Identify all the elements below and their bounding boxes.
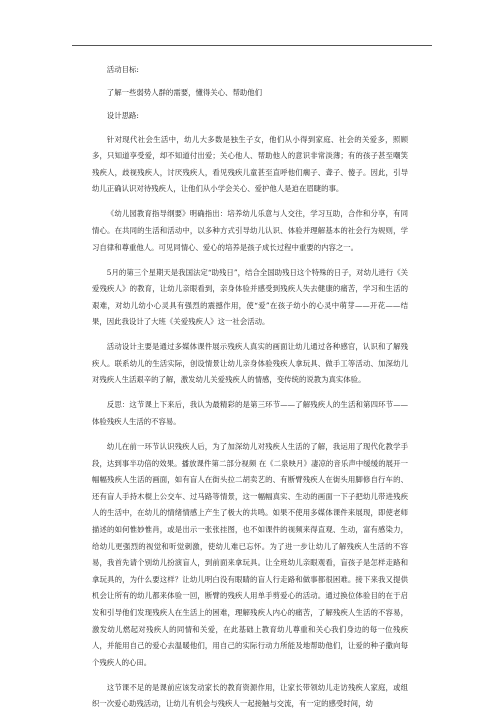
- paragraph-3: 5月的第三个星期天是我国法定“助残日”，结合全国助残日这个特殊的日子，对幼儿进行《关爱残疾人》的教育，让幼儿亲眼看到，亲身体验并感受到残疾人失去健康的痛苦，学习和生活的艰难，对幼儿幼小心灵具有强烈的震撼作用，使“爱”在孩子幼小的心灵中萌芽——开花——结果，因此我设计了大班《关爱残疾人》这一社会活动。: [92, 267, 408, 327]
- paragraph-6: 幼儿在前一环节认识残疾人后，为了加深幼儿对残疾人生活的了解，我运用了现代化教学手段，达到事半功倍的效果。播放课件第二部分视频 在《二泉映月》凄凉的音乐声中缓缓的展开一幅幅残疾人生活的画面，如有盲人在街头拉二胡卖艺的、有断臂残疾人在街头用脚修自行车的、还有盲人手持木棍上公交车、过马路等情景，这一幅幅真实、生动的画面一下子把幼儿带进残疾人的生活中，在幼儿的情绪情感上产生了极大的共鸣。如果不使用多媒体课件来展现，即使老师描述的如何惟妙惟肖，或是出示一张张挂图，也不如课件的视频来得直观、生动，富有感染力，给幼儿更强烈的视觉和听觉刺激，使幼儿难已忘怀。为了进一步让幼儿了解残疾人生活的不容易，我首先请个别幼儿扮演盲人，到前面来拿玩具。让全班幼儿亲眼观看，盲孩子是怎样走路和拿玩具的，为什么要这样？让幼儿明白没有眼睛的盲人行走路和做事都很困难。接下来我又提供机会让所有的幼儿都来体验一回，断臂的残疾人用单手剪爱心的活动。通过换位体验目的在于启发和引导他们发现残疾人在生活上的困难，理解残疾人内心的痛苦，了解残疾人生活的不容易，激发幼儿燃起对残疾人的同情和关爱，在此基础上教育幼儿尊重和关心我们身边的每一位残疾人，并能用自己的爱心去温暖他们，用自己的实际行动力所能及地帮助他们，让爱的种子撒向每个残疾人的心田。: [92, 442, 408, 667]
- goal-text: 了解一些弱势人群的需要，懂得关心、帮助他们: [106, 88, 263, 98]
- paragraph-4: 活动设计主要是通过多媒体课件展示残疾人真实的画面让幼儿通过各种感官，认识和了解残疾人。联系幼儿的生活实际，创设情景让幼儿亲身体验残疾人拿玩具、做手工等活动、加深幼儿对残疾人生活艰辛的了解，激发幼儿关爱残疾人的情感，变传统的说教为真实体验。: [92, 342, 408, 385]
- spacer: [92, 125, 408, 132]
- spacer: [92, 102, 408, 109]
- paragraph-1: 针对现代社会生活中，幼儿大多数是独生子女，他们从小得到家庭、社会的关爱多，照顾多，只知道享受爱，却不知道付出爱；关心他人、帮助他人的意识非常淡薄；有的孩子甚至嘲笑残疾人，歧视残疾人，讨厌残疾人，看见残疾儿童甚至直呼他们瘸子、聋子、傻子。因此，引导幼儿正确认识对待残疾人，让他们从小学会关心、爱护他人是迫在眉睫的事。: [92, 134, 408, 194]
- spacer: [92, 198, 408, 206]
- spacer: [92, 331, 408, 339]
- spacer: [92, 389, 408, 397]
- spacer: [92, 79, 408, 86]
- paragraph-7: 这节课不足的是课前应该发动家长的教育资源作用，让家长带领幼儿走访残疾人家庭，或组织一次爱心助残活动，让幼儿有机会与残疾人一起接触与交流，有一定的感受时间，幼: [92, 682, 408, 709]
- document-body: [92, 62, 408, 713]
- paragraph-5: 反思：这节课上下来后，我认为最精彩的是第三环节——了解残疾人的生活和第四环节——体验残疾人生活的不容易。: [92, 400, 408, 427]
- spacer: [92, 671, 408, 679]
- goal-heading: 活动目标:: [106, 65, 139, 74]
- paragraph-2: 《幼儿园教育指导纲要》明确指出：培养幼儿乐意与人交往，学习互助，合作和分享，有同情心。在共同的生活和活动中，以多种方式引导幼儿认识、体验并理解基本的社会行为规则，学习自律和尊重他人。可见同情心、爱心的培养是孩子成长过程中重要的内容之一。: [92, 209, 408, 252]
- design-heading: 设计思路:: [106, 111, 139, 121]
- spacer: [92, 431, 408, 439]
- header-rule: [72, 45, 432, 46]
- spacer: [92, 256, 408, 264]
